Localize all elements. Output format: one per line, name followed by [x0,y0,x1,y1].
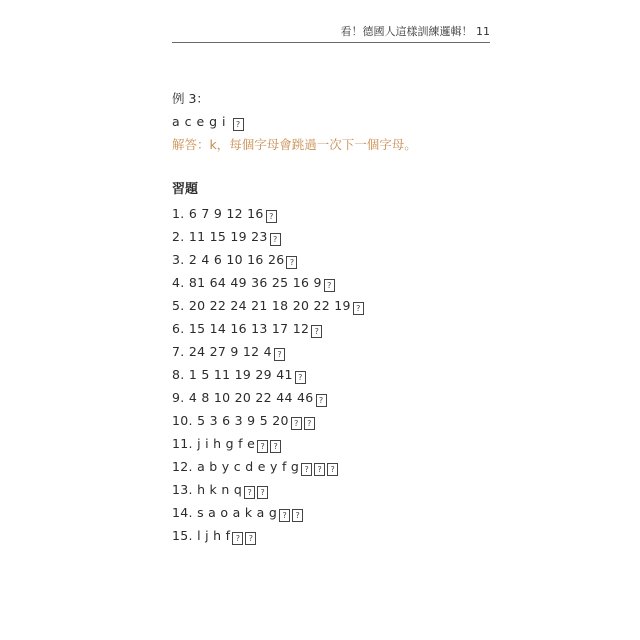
exercise-number: 9. [172,390,185,405]
example-sequence-text: a c e g i [172,114,227,129]
section-title: 習題 [172,182,199,197]
unknown-box-icon [266,210,277,223]
unknown-box-icon [257,486,268,499]
exercise-sequence: 15 14 16 13 17 12 [188,321,310,336]
exercise-number: 8. [172,367,185,382]
exercise-item [172,206,364,229]
page-number: 11 [476,25,490,38]
exercise-item [172,275,364,298]
exercise-number: 13. [172,482,193,497]
book-title: 看！德國人這樣訓練邏輯！ [340,25,473,38]
unknown-box-icon [279,509,290,522]
exercise-sequence: 4 8 10 20 22 44 46 [188,390,314,405]
exercise-number: 4. [172,275,185,290]
unknown-box-icon [270,233,281,246]
unknown-box-icon [327,463,338,476]
unknown-box-icon [270,440,281,453]
exercise-sequence: s a o a k a g [197,505,278,520]
unknown-box-icon [245,532,256,545]
unknown-box-icon [324,279,335,292]
exercise-sequence: l j h f [197,528,231,543]
exercise-sequence: j i h g f e [197,436,256,451]
unknown-box-icon [353,302,364,315]
example-label: 例 3： [172,91,209,106]
exercise-item [172,436,364,459]
exercise-sequence: 81 64 49 36 25 16 9 [188,275,322,290]
unknown-box-icon [233,118,244,131]
unknown-box-icon [295,371,306,384]
unknown-box-icon [292,509,303,522]
exercise-number: 7. [172,344,185,359]
exercise-item [172,390,364,413]
exercise-item [172,459,364,482]
exercise-item [172,344,364,367]
exercise-number: 12. [172,459,193,474]
exercise-number: 2. [172,229,185,244]
example-answer: 解答：k，每個字母會跳過一次下一個字母。 [172,137,417,152]
unknown-box-icon [316,394,327,407]
exercise-sequence: 5 3 6 3 9 5 20 [197,413,289,428]
page-header [172,22,490,42]
exercise-item [172,367,364,390]
exercise-sequence: 2 4 6 10 16 26 [188,252,285,267]
exercise-item [172,528,364,551]
unknown-box-icon [304,417,315,430]
exercise-number: 3. [172,252,185,267]
exercise-number: 11. [172,436,193,451]
unknown-box-icon [291,417,302,430]
unknown-box-icon [274,348,285,361]
exercise-number: 6. [172,321,185,336]
exercise-item [172,229,364,252]
exercise-item [172,505,364,528]
unknown-box-icon [257,440,268,453]
unknown-box-icon [311,325,322,338]
unknown-box-icon [314,463,325,476]
exercise-item [172,321,364,344]
exercise-item [172,252,364,275]
exercise-sequence: 11 15 19 23 [188,229,268,244]
exercise-number: 10. [172,413,193,428]
unknown-box-icon [301,463,312,476]
exercise-number: 1. [172,206,185,221]
exercise-item [172,482,364,505]
exercise-sequence: 24 27 9 12 4 [188,344,272,359]
exercise-sequence: 6 7 9 12 16 [188,206,264,221]
unknown-box-icon [244,486,255,499]
exercise-sequence: h k n q [197,482,243,497]
exercise-item [172,298,364,321]
exercise-number: 15. [172,528,193,543]
exercise-list [172,206,364,551]
header-divider [172,42,490,43]
unknown-box-icon [286,256,297,269]
exercise-sequence: a b y c d e y f g [197,459,300,474]
example-sequence [172,114,244,131]
exercise-number: 5. [172,298,185,313]
exercise-sequence: 20 22 24 21 18 20 22 19 [188,298,351,313]
exercise-item [172,413,364,436]
exercise-sequence: 1 5 11 19 29 41 [188,367,293,382]
exercise-number: 14. [172,505,193,520]
unknown-box-icon [232,532,243,545]
